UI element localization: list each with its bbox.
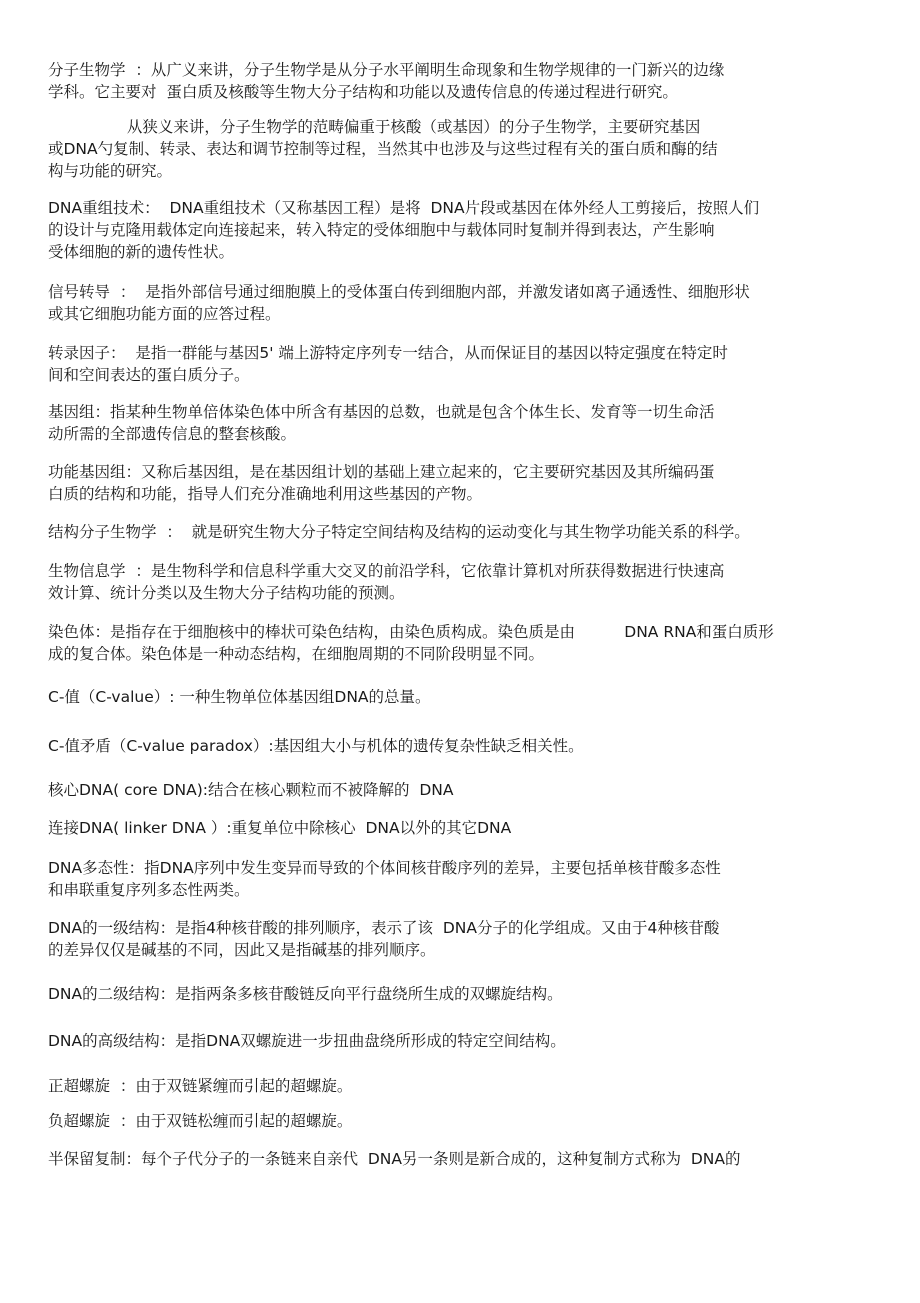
text-line: 或其它细胞功能方面的应答过程。 — [48, 305, 281, 323]
definition-dna-recombination — [48, 197, 759, 263]
definition-bioinformatics — [48, 560, 724, 604]
text-line: 生物信息学 ：是生物科学和信息科学重大交叉的前沿学科，它依靠计算机对所获得数据进行快速高 — [48, 562, 725, 580]
text-line: DNA的高级结构：是指DNA双螺旋进一步扭曲盘绕所形成的特定空间结构。 — [48, 1032, 566, 1050]
text-line: DNA重组技术： DNA重组技术（又称基因工程）是将 DNA片段或基因在体外经人工剪接后，按照人们 — [48, 199, 760, 217]
definition-dna-polymorphism — [48, 857, 721, 901]
definition-molecular-biology-broad — [48, 59, 724, 103]
text-line: 染色体：是指存在于细胞核中的棒状可染色结构，由染色质构成。染色质是由 DNA RNA和蛋白质形 — [48, 623, 774, 641]
definition-structural-molecular-biology — [48, 521, 750, 543]
text-line: 核心DNA( core DNA):结合在核心颗粒而不被降解的 DNA — [48, 781, 454, 799]
text-line: 从狭义来讲，分子生物学的范畴偏重于核酸（或基因）的分子生物学，主要研究基因 — [48, 118, 701, 136]
definition-dna-secondary-structure — [48, 983, 563, 1005]
text-line: 转录因子： 是指一群能与基因5' 端上游特定序列专一结合，从而保证目的基因以特定强度在特定时 — [48, 344, 728, 362]
definition-chromosome — [48, 621, 774, 665]
text-line: 成的复合体。染色体是一种动态结构，在细胞周期的不同阶段明显不同。 — [48, 645, 545, 663]
text-line: 动所需的全部遗传信息的整套核酸。 — [48, 425, 297, 443]
text-line: DNA多态性：指DNA序列中发生变异而导致的个体间核苷酸序列的差异，主要包括单核苷酸多态性 — [48, 859, 721, 877]
definition-genome — [48, 401, 715, 445]
definition-functional-genome — [48, 461, 715, 505]
text-line: 功能基因组：又称后基因组，是在基因组计划的基础上建立起来的，它主要研究基因及其所编码蛋 — [48, 463, 715, 481]
text-line: 信号转导 ： 是指外部信号通过细胞膜上的受体蛋白传到细胞内部，并激发诸如离子通透性、细胞形状 — [48, 283, 750, 301]
text-line: 和串联重复序列多态性两类。 — [48, 881, 250, 899]
definition-semiconservative-replication — [48, 1148, 740, 1170]
definition-positive-supercoil — [48, 1075, 352, 1097]
text-line: 连接DNA( linker DNA ）:重复单位中除核心 DNA以外的其它DNA — [48, 819, 512, 837]
definition-linker-dna — [48, 817, 511, 839]
text-line: 白质的结构和功能，指导人们充分准确地利用这些基因的产物。 — [48, 485, 483, 503]
text-line: 效计算、统计分类以及生物大分子结构功能的预测。 — [48, 584, 405, 602]
text-line: 间和空间表达的蛋白质分子。 — [48, 366, 250, 384]
text-line: 结构分子生物学 ： 就是研究生物大分子特定空间结构及结构的运动变化与其生物学功能关系的科学。 — [48, 523, 750, 541]
text-line: 或DNA勺复制、转录、表达和调节控制等过程，当然其中也涉及与这些过程有关的蛋白质和酶的结 — [48, 140, 718, 158]
definition-c-value — [48, 686, 431, 708]
definition-signal-transduction — [48, 281, 750, 325]
text-line: 半保留复制：每个子代分子的一条链来自亲代 DNA另一条则是新合成的，这种复制方式称为 DNA的 — [48, 1150, 741, 1168]
text-line: 正超螺旋 ：由于双链紧缠而引起的超螺旋。 — [48, 1077, 353, 1095]
definition-dna-primary-structure — [48, 917, 719, 961]
definition-transcription-factor — [48, 342, 728, 386]
text-line: 的设计与克隆用载体定向连接起来，转入特定的受体细胞中与载体同时复制并得到表达，产生影响 — [48, 221, 715, 239]
definition-c-value-paradox — [48, 735, 584, 757]
text-line: 分子生物学 ：从广义来讲，分子生物学是从分子水平阐明生命现象和生物学规律的一门新兴的边缘 — [48, 61, 725, 79]
definition-negative-supercoil — [48, 1110, 352, 1132]
text-line: 受体细胞的新的遗传性状。 — [48, 243, 235, 261]
text-line: 负超螺旋 ：由于双链松缠而引起的超螺旋。 — [48, 1112, 353, 1130]
definition-core-dna — [48, 779, 454, 801]
text-line: 基因组：指某种生物单倍体染色体中所含有基因的总数，也就是包含个体生长、发育等一切生命活 — [48, 403, 715, 421]
text-line: DNA的一级结构：是指4种核苷酸的排列顺序，表示了该 DNA分子的化学组成。又由于4种核苷酸 — [48, 919, 720, 937]
text-line: DNA的二级结构：是指两条多核苷酸链反向平行盘绕所生成的双螺旋结构。 — [48, 985, 563, 1003]
text-line: 构与功能的研究。 — [48, 162, 173, 180]
text-line: 的差异仅仅是碱基的不同，因此又是指碱基的排列顺序。 — [48, 941, 436, 959]
text-line: C-值（C-value）: 一种生物单位体基因组DNA的总量。 — [48, 688, 431, 706]
text-line: C-值矛盾（C-value paradox）:基因组大小与机体的遗传复杂性缺乏相关性。 — [48, 737, 584, 755]
definition-molecular-biology-narrow — [48, 116, 718, 182]
definition-dna-higher-structure — [48, 1030, 566, 1052]
text-line: 学科。它主要对 蛋白质及核酸等生物大分子结构和功能以及遗传信息的传递过程进行研究。 — [48, 83, 678, 101]
